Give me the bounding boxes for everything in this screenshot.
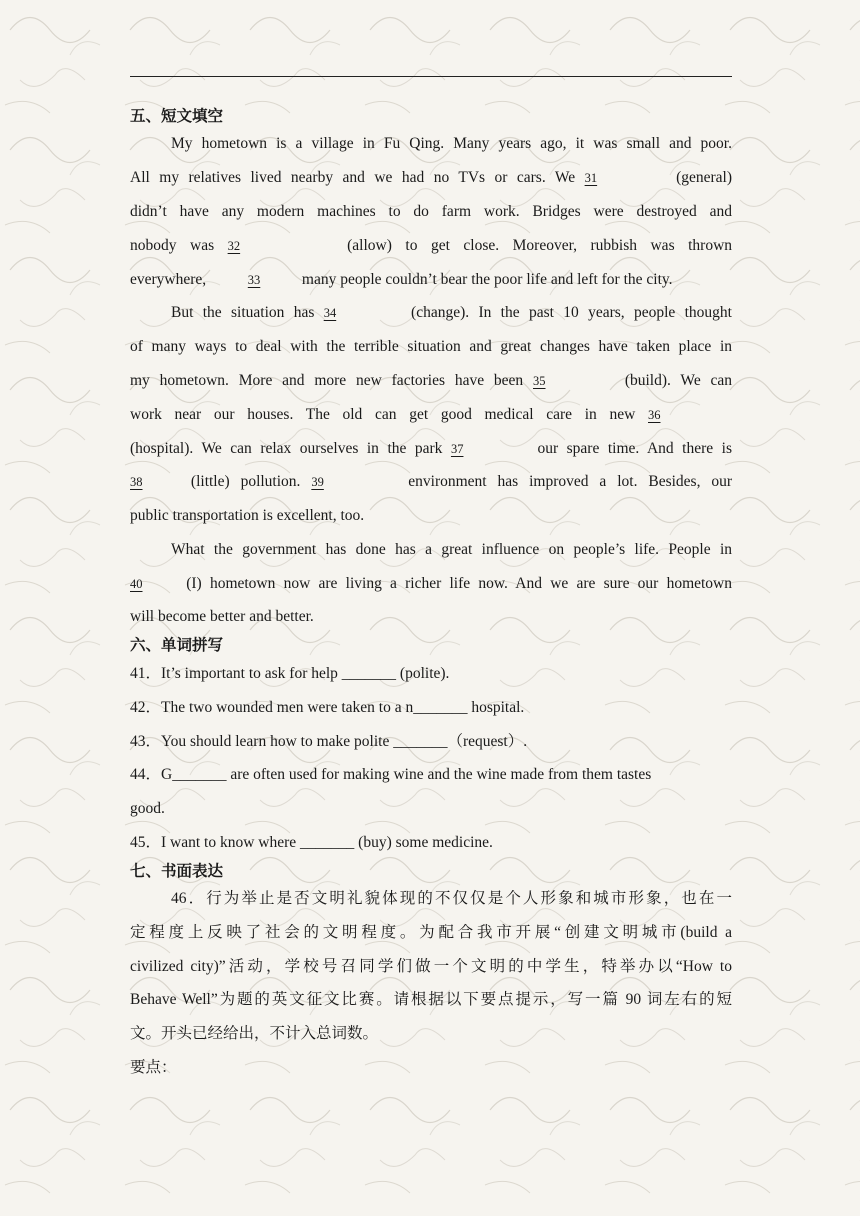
passage-line: nobody was 32 (allow) to get close. Moreover, rubbish was thrown — [130, 237, 733, 254]
blank-39: 39 — [311, 475, 324, 489]
passage-line: 38 (little) pollution. 39 environment has improved a lot. Besides, our — [130, 473, 733, 490]
passage-line: work near our houses. The old can get good medical care in new 36 — [130, 405, 732, 425]
passage-line: All my relatives lived nearby and we had no TVs or cars. We 31 (general) — [130, 169, 732, 186]
writing-prompt-line: Behave Well”为题的英文征文比赛。请根据以下要点提示，写一篇 90 词左右的短 — [130, 991, 732, 1008]
writing-prompt-line: 46．行为举止是否文明礼貌体现的不仅仅是个人形象和城市形象，也在一 — [171, 890, 732, 907]
passage-line: of many ways to deal with the terrible situation and great changes have taken place in — [130, 338, 732, 355]
blank-31: 31 — [584, 171, 598, 185]
passage-line: 40 (I) hometown now are living a richer life now. And we are sure our hometown — [130, 575, 733, 592]
section-heading-fill-blanks: 五、短文填空 — [130, 107, 224, 125]
passage-line: public transportation is excellent, too. — [130, 507, 365, 524]
writing-prompt-line: civilized city)”活动，学校号召同学们做一个文明的中学生，特举办以“How to — [130, 958, 732, 975]
passage-line: my hometown. More and more new factories have been 35 (build). We can — [130, 372, 733, 389]
passage-line: What the government has done has a great influence on people’s life. People in — [171, 541, 732, 558]
section-heading-spelling: 六、单词拼写 — [130, 636, 224, 654]
section-heading-writing: 七、书面表达 — [130, 862, 224, 880]
passage-line: will become better and better. — [130, 608, 314, 625]
blank-37: 37 — [450, 442, 464, 456]
blank-32: 32 — [227, 239, 241, 253]
question-44-cont: good. — [130, 800, 165, 817]
question-44: 44．G_______ are often used for making wine and the wine made from them tastes — [130, 766, 652, 783]
blank-34: 34 — [323, 306, 337, 320]
question-45: 45．I want to know where _______ (buy) some medicine. — [130, 834, 493, 851]
blank-40: 40 — [130, 577, 143, 591]
question-43: 43．You should learn how to make polite _______（request）. — [130, 733, 528, 750]
blank-35: 35 — [533, 374, 546, 388]
passage-line: everywhere, 33 many people couldn’t bear the poor life and left for the city. — [130, 271, 673, 288]
blank-38: 38 — [130, 475, 143, 489]
blank-33: 33 — [247, 273, 261, 287]
key-points-label: 要点： — [130, 1059, 177, 1076]
passage-line: But the situation has 34 (change). In the past 10 years, people thought — [171, 304, 732, 321]
question-41: 41．It’s important to ask for help _______ (polite). — [130, 665, 450, 682]
question-42: 42．The two wounded men were taken to a n_______ hospital. — [130, 699, 525, 716]
passage-line: (hospital). We can relax ourselves in the park 37 our spare time. And there is — [130, 440, 732, 457]
passage-line: didn’t have any modern machines to do farm work. Bridges were destroyed and — [130, 203, 732, 220]
blank-36: 36 — [648, 408, 661, 422]
writing-prompt-line: 定程度上反映了社会的文明程度。为配合我市开展“创建文明城市(build a — [130, 924, 732, 941]
writing-prompt-line: 文。开头已经给出，不计入总词数。 — [130, 1025, 379, 1042]
header-rule — [130, 76, 732, 77]
passage-line: My hometown is a village in Fu Qing. Many years ago, it was small and poor. — [171, 135, 732, 152]
